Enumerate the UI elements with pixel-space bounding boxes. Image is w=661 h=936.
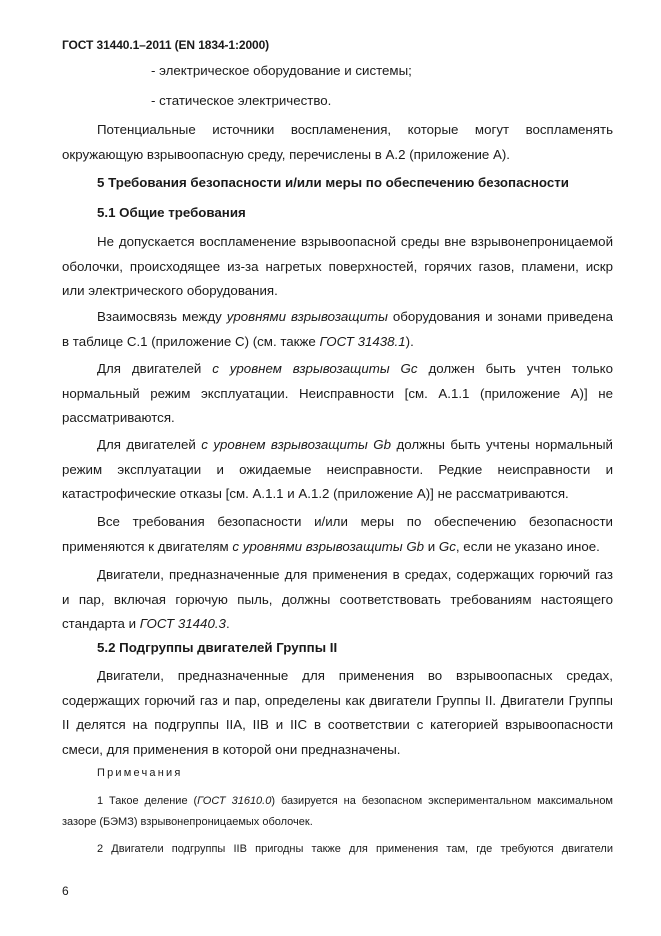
paragraph-4: Для двигателей с уровнем взрывозащиты Gb должны быть учтены нормальный режим эксплуатации и ожидаемые неисправности. Редкие неисправности и катастрофические отказы [см. А.1.1 и А.1.2 (приложение А)] не рассматриваются.: [62, 437, 613, 501]
section-5-title: 5 Требования безопасности и/или меры по обеспечению безопасности: [97, 175, 569, 190]
paragraph-ignition-sources: Потенциальные источники воспламенения, которые могут воспламенять окружающую взрывоопасную среду, перечислены в А.2 (приложение А).: [62, 122, 613, 162]
paragraph-6: Двигатели, предназначенные для применения в средах, содержащих горючий газ и пар, включая горючую пыль, должны соответствовать требованиям настоящего стандарта и ГОСТ 31440.3.: [62, 567, 613, 631]
paragraph-5: Все требования безопасности и/или меры по обеспечению безопасности применяются к двигателям с уровнями взрывозащиты Gb и Gc, если не указано иное.: [62, 514, 613, 554]
paragraph-2: Взаимосвязь между уровнями взрывозащиты оборудования и зонами приведена в таблице С.1 (приложение С) (см. также ГОСТ 31438.1).: [62, 309, 613, 349]
paragraph-1: Не допускается воспламенение взрывоопасной среды вне взрывонепроницаемой оболочки, происходящее из-за нагретых поверхностей, горячих газов, пламени, искр или электрического оборудования.: [62, 234, 613, 298]
list-item-static: - статическое электричество.: [151, 93, 332, 108]
document-header: ГОСТ 31440.1–2011 (EN 1834-1:2000): [62, 38, 270, 52]
paragraph-7: Двигатели, предназначенные для применения во взрывоопасных средах, содержащих горючий газ и пар, определены как двигатели Группы II. Двигатели Группы II делятся на подгруппы IIA, IIB и IIC в соответствии с категорией взрывоопасности смеси, для применения в которой они предназначены.: [62, 668, 613, 757]
paragraph-3: Для двигателей с уровнем взрывозащиты Gc должен быть учтен только нормальный режим эксплуатации. Неисправности [см. А.1.1 (приложение А)] не рассматриваются.: [62, 361, 613, 425]
page-number: 6: [62, 884, 69, 898]
note-1: 1 Такое деление (ГОСТ 31610.0) базируется на безопасном экспериментальном максимальном зазоре (БЭМЗ) взрывонепроницаемых оболочек.: [62, 795, 613, 828]
section-5-2-title: 5.2 Подгруппы двигателей Группы II: [97, 640, 338, 655]
list-item-electrical: - электрическое оборудование и системы;: [151, 63, 412, 78]
note-2: 2 Двигатели подгруппы IIB пригодны также для применения там, где требуются двигатели: [97, 843, 613, 855]
section-5-1-title: 5.1 Общие требования: [97, 205, 246, 220]
notes-title: Примечания: [97, 767, 183, 779]
